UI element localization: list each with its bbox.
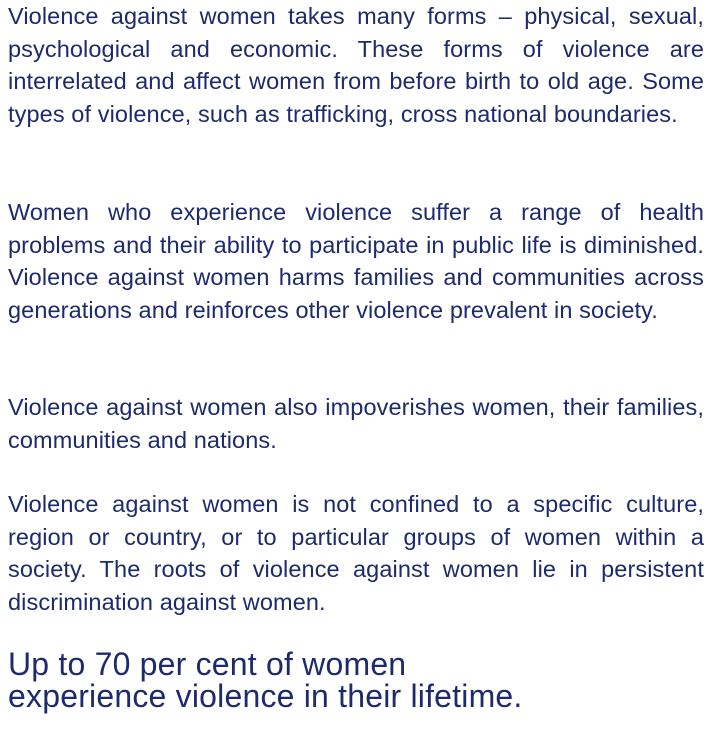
paragraph-health-effects: Women who experience violence suffer a range of health problems and their ability to participate in public life is diminished. Violence against women harms families and communities across generations and reinforces other violence prevalent in society. (8, 199, 704, 323)
paragraph-forms-of-violence: Violence against women takes many forms – physical, sexual, psychological and economic. These forms of violence are interrelated and affect women from before birth to old age. Some types of violence, such as trafficking, cross national boundaries. (8, 3, 704, 127)
paragraph-impoverishment: Violence against women also impoverishes women, their families, communities and nations. (8, 394, 704, 453)
pull-quote-line-2: experience violence in their lifetime. (8, 678, 523, 714)
pull-quote-line-1: Up to 70 per cent of women (8, 646, 407, 682)
pull-quote (8, 648, 523, 712)
paragraph-roots-of-violence: Violence against women is not confined to a specific culture, region or country, or to particular groups of women within a society. The roots of violence against women lie in persistent discrimination against women. (8, 491, 704, 615)
